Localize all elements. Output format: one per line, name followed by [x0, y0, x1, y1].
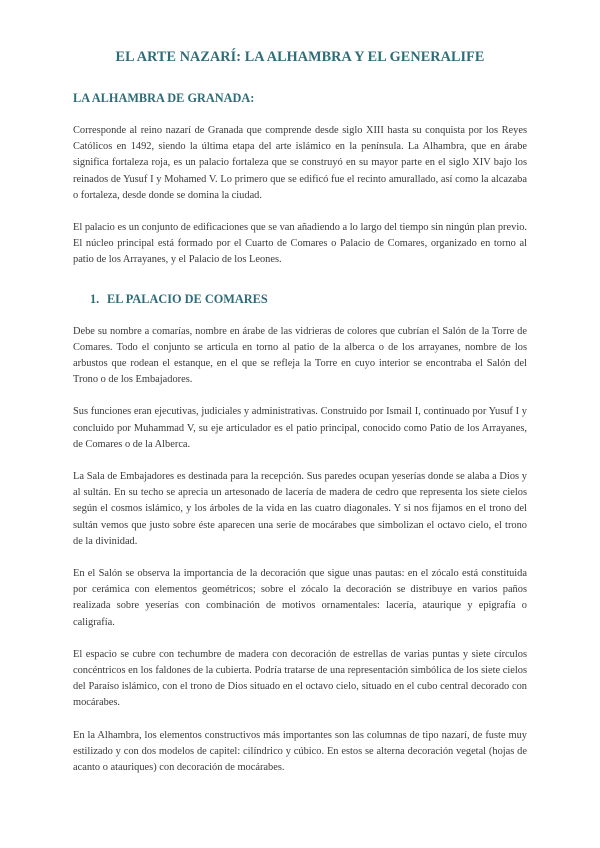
body-paragraph-2: Sus funciones eran ejecutivas, judiciales y administrativas. Construido por Ismail I, continuado por Yusuf I y concluido por Muhammad V, su eje articulador es el patio principal, conocido como Patio de los Arrayanes, de Comares o de la Alberca. — [73, 406, 527, 450]
section-heading-alhambra: LA ALHAMBRA DE GRANADA: — [73, 91, 255, 105]
intro-paragraph-2: El palacio es un conjunto de edificaciones que se van añadiendo a lo largo del tiempo sin ningún plan previo. El núcleo principal está formado por el Cuarto de Comares o Palacio de Comares, organizado en torno al patio de los Arrayanes, y el Palacio de los Leones. — [73, 222, 527, 266]
subsection-heading-comares — [73, 291, 527, 307]
intro-paragraph-1: Corresponde al reino nazarí de Granada que comprende desde siglo XIII hasta su conquista por los Reyes Católicos en 1492, siendo la última etapa del arte islámico en la península. La Alhambra, que en árabe significa fortaleza roja, es un palacio fortaleza que se construyó en su mayor parte en el siglo XIV bajo los reinados de Yusuf I y Mohamed V. Lo primero que se edificó fue el recinto amurallado, así como la alcazaba o fortaleza, desde donde se domina la ciudad. — [73, 125, 527, 201]
subsection-title: EL PALACIO DE COMARES — [107, 291, 268, 306]
subsection-number: 1. — [90, 291, 100, 306]
body-paragraph-3: La Sala de Embajadores es destinada para la recepción. Sus paredes ocupan yeserías donde se alaba a Dios y al sultán. En su techo se aprecia un artesonado de lacería de madera de cedro que representa los siete cielos según el cosmos islámico, y los árboles de la vida en las cuatro diagonales. Y si nos fijamos en el trono del sultán vemos que justo sobre éste aparecen una serie de mocárabes que simbolizan el octavo cielo, el trono de la divinidad. — [73, 471, 527, 547]
body-paragraph-4: En el Salón se observa la importancia de la decoración que sigue unas pautas: en el zócalo está constituida por cerámica con elementos geométricos; sobre el zócalo la decoración se distribuye en varios paños realizada sobre yeserías con combinación de motivos ornamentales: lacería, ataurique y epigrafía o caligrafía. — [73, 568, 527, 628]
body-paragraph-6: En la Alhambra, los elementos constructivos más importantes son las columnas de tipo nazarí, de fuste muy estilizado y con dos modelos de capitel: cilíndrico y cúbico. En estos se alterna decoración vegetal (hojas de acanto o atauriques) con decoración de mocárabes. — [73, 729, 527, 774]
body-paragraph-5: El espacio se cubre con techumbre de madera con decoración de estrellas de varias puntas y siete círculos concéntricos en los faldones de la cubierta. Podría tratarse de una representación simbólica de los siete cielos del Paraíso islámico, con el trono de Dios situado en el octavo cielo, situado en el cubo central decorado con mocárabes. — [73, 648, 527, 709]
document-title: EL ARTE NAZARÍ: LA ALHAMBRA Y EL GENERALIFE — [115, 49, 485, 65]
body-paragraph-1: Debe su nombre a comarías, nombre en árabe de las vidrieras de colores que cubrían el Salón de la Torre de Comares. Todo el conjunto se articula en torno al patio de la alberca o de los arrayanes, nombre de los arbustos que rodean el estanque, en el que se refleja la Torre en cuyo interior se encontraba el Salón del Trono o de los Embajadores. — [73, 325, 527, 386]
